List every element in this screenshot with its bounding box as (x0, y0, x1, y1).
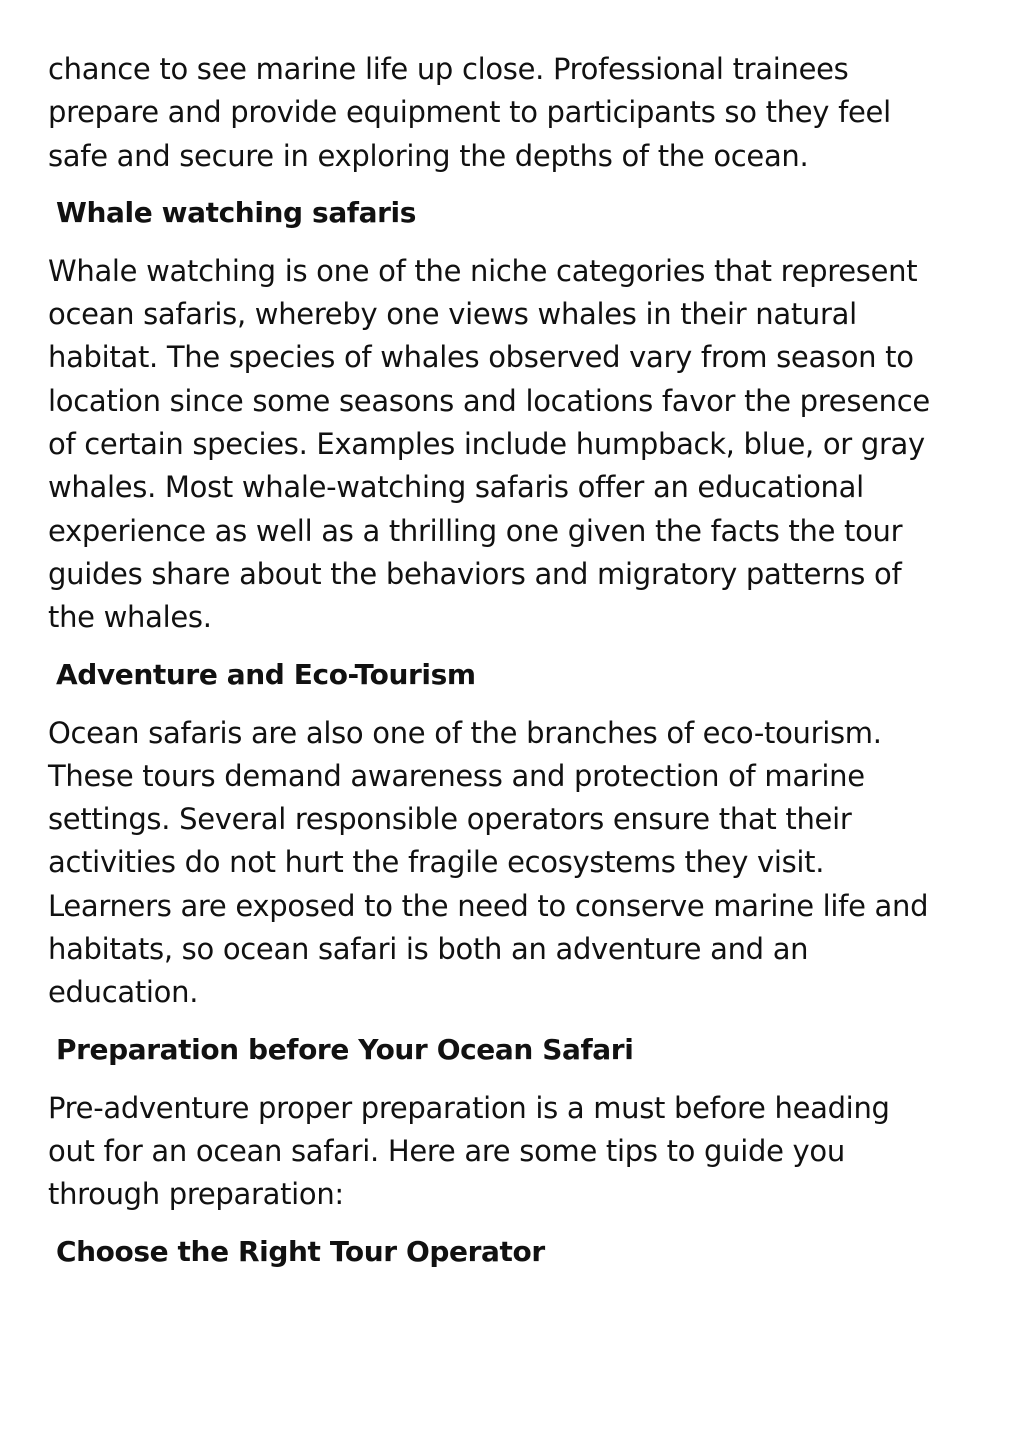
intro-paragraph (48, 48, 978, 178)
text-line: activities do not hurt the fragile ecosystems they visit. (48, 845, 825, 880)
text-line: habitat. The species of whales observed vary from season to (48, 340, 914, 375)
text-line: chance to see marine life up close. Professional trainees (48, 52, 849, 86)
text-line: guides share about the behaviors and migratory patterns of (48, 556, 902, 591)
text-line: settings. Several responsible operators ensure that their (48, 802, 852, 837)
section-paragraph-preparation (48, 1087, 978, 1217)
text-line: whales. Most whale-watching safaris offer an educational (48, 470, 864, 505)
text-line: the whales. (48, 600, 212, 635)
text-line: Learners are exposed to the need to conserve marine life and (48, 888, 929, 923)
text-line: of certain species. Examples include humpback, blue, or gray (48, 427, 925, 462)
text-line: Pre-adventure proper preparation is a must before heading (48, 1090, 890, 1125)
section-heading-tour-operator: Choose the Right Tour Operator (56, 1234, 545, 1268)
text-line: through preparation: (48, 1177, 344, 1212)
text-line: prepare and provide equipment to participants so they feel (48, 95, 891, 130)
section-paragraph-whale-watching (48, 250, 978, 640)
section-heading-whale-watching: Whale watching safaris (56, 195, 416, 229)
text-line: location since some seasons and locations favor the presence (48, 383, 930, 418)
text-line: safe and secure in exploring the depths of the ocean. (48, 138, 809, 173)
section-heading-preparation: Preparation before Your Ocean Safari (56, 1032, 634, 1066)
section-heading-eco-tourism: Adventure and Eco-Tourism (56, 657, 476, 691)
text-line: out for an ocean safari. Here are some tips to guide you (48, 1133, 845, 1168)
text-line: education. (48, 975, 199, 1010)
section-paragraph-eco-tourism (48, 712, 978, 1015)
text-line: Whale watching is one of the niche categories that represent (48, 253, 918, 288)
text-line: Ocean safaris are also one of the branches of eco-tourism. (48, 715, 882, 750)
text-line: These tours demand awareness and protection of marine (48, 758, 865, 793)
text-line: experience as well as a thrilling one given the facts the tour (48, 513, 903, 548)
document-page (48, 48, 978, 1289)
text-line: ocean safaris, whereby one views whales in their natural (48, 297, 857, 332)
text-line: habitats, so ocean safari is both an adventure and an (48, 932, 809, 967)
